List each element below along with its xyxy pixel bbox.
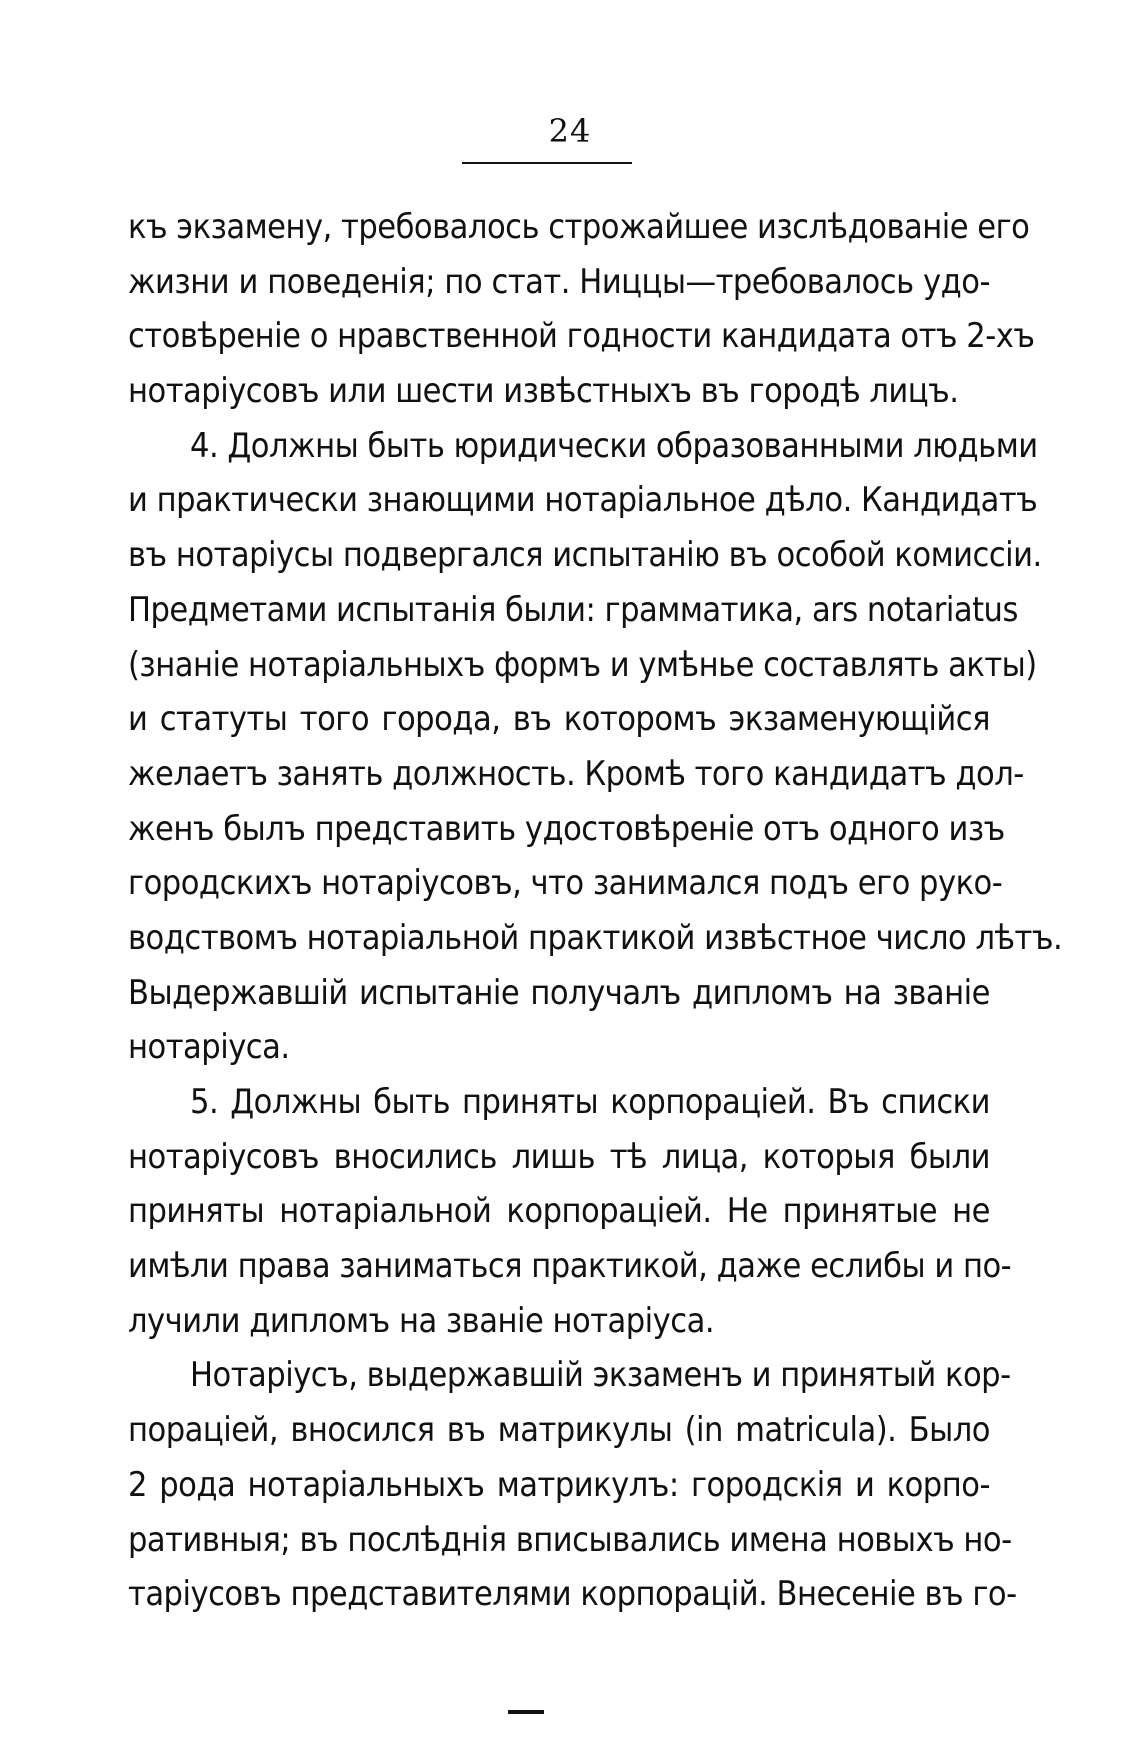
text-line: пораціей, вносился въ матрикулы (in matricula). Было: [128, 1410, 990, 1451]
text-line: нотаріусовъ или шести извѣстныхъ въ городѣ лицъ.: [128, 371, 959, 412]
paragraph-4-first-line: 4. Должны быть юридически образованными людьми: [190, 425, 1038, 466]
text-line: водствомъ нотаріальной практикой извѣстное число лѣтъ.: [128, 917, 1063, 958]
text-line: (знаніе нотаріальныхъ формъ и умѣнье составлять акты): [128, 644, 1037, 685]
text-line: стовѣреніе о нравственной годности кандидата отъ 2-хъ: [128, 316, 1035, 357]
text-line: и практически знающими нотаріальное дѣло. Кандидатъ: [128, 480, 1038, 521]
text-line: городскихъ нотаріусовъ, что занимался подъ его руко-: [128, 863, 1003, 904]
text-line: женъ былъ представить удостовѣреніе отъ одного изъ: [128, 808, 1005, 849]
text-line: 2 рода нотаріальныхъ матрикулъ: городскія и корпо-: [128, 1464, 990, 1505]
footer-mark: [508, 1710, 544, 1714]
text-line: нотаріусовъ вносились лишь тѣ лица, которыя были: [128, 1136, 990, 1177]
text-line: таріусовъ представителями корпорацій. Внесеніе въ го-: [128, 1574, 1017, 1615]
text-line: лучили дипломъ на званіе нотаріуса.: [128, 1300, 715, 1341]
text-line: нотаріуса.: [128, 1027, 290, 1068]
text-line: ративныя; въ послѣднія вписывались имена новыхъ но-: [128, 1519, 1012, 1560]
text-line: желаетъ занять должность. Кромѣ того кандидатъ дол-: [128, 753, 1024, 794]
page-number: 24: [548, 112, 592, 150]
header-rule: [462, 162, 632, 164]
text-line: жизни и поведенія; по стат. Ниццы—требовалось удо-: [128, 261, 990, 302]
paragraph-5-first-line: 5. Должны быть приняты корпораціей. Въ списки: [190, 1082, 990, 1122]
body-text: [128, 200, 1063, 1622]
text-line: въ нотаріусы подвергался испытанію въ особой комиссіи.: [128, 535, 1042, 576]
paragraph-notary-first-line: Нотаріусъ, выдержавшій экзаменъ и принятый кор-: [190, 1355, 1011, 1396]
text-line: и статуты того города, въ которомъ экзаменующійся: [128, 699, 990, 740]
text-line: имѣли права заниматься практикой, даже еслибы и по-: [128, 1246, 1012, 1287]
text-line: къ экзамену, требовалось строжайшее изслѣдованіе его: [128, 207, 1030, 247]
text-line: приняты нотаріальной корпораціей. Не принятые не: [128, 1191, 990, 1232]
text-line: Выдержавшій испытаніе получалъ дипломъ на званіе: [128, 972, 990, 1013]
text-line: Предметами испытанія были: грамматика, ars notariatus: [128, 589, 1018, 630]
